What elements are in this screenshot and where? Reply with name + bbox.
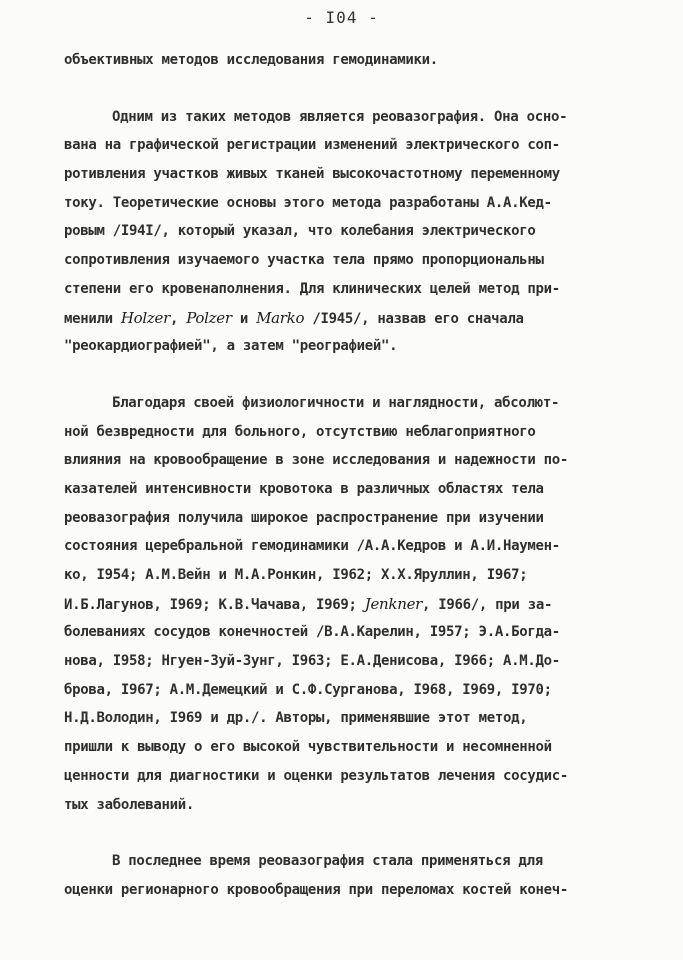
text-line: "реокардиографией", а затем "реографией". <box>64 338 398 355</box>
handwritten-name: Marko <box>256 308 305 327</box>
text-line: оценки регионарного кровообращения при переломах костей конеч- <box>64 881 568 898</box>
handwritten-name: Jenkner <box>364 594 423 613</box>
text-line-with-handwritten-name: И.Б.Лагунов, I969; К.В.Чачава, I969; Jenkner, I966/, при за- <box>64 594 553 613</box>
body-text <box>64 46 624 905</box>
handwritten-name: Polzer <box>186 308 232 327</box>
text-line: Одним из таких методов является реовазография. Она осно- <box>112 108 568 125</box>
text-line: Благодаря своей физиологичности и наглядности, абсолют- <box>112 394 560 411</box>
text-line: ной безвредности для больного, отсутствию неблагоприятного <box>64 423 536 440</box>
text-line: току. Теоретические основы этого метода разработаны А.А.Кед- <box>64 194 552 211</box>
text-line-with-handwritten-names: менили Holzer, Polzer и Marko /I945/, назвав его сначала <box>64 308 524 327</box>
text-line: болеваниях сосудов конечностей /В.А.Карелин, I957; Э.А.Богда- <box>64 624 560 641</box>
text-line: тых заболеваний. <box>64 796 195 813</box>
text-line: ценности для диагностики и оценки результатов лечения сосудис- <box>64 767 568 784</box>
text-line: влияния на кровообращение в зоне исследования и надежности по- <box>64 452 568 469</box>
text-line: казателей интенсивности кровотока в различных областях тела <box>64 480 544 497</box>
text-line: В последнее время реовазография стала применяться для <box>112 853 543 870</box>
text-line: пришли к выводу о его высокой чувствительности и несомненной <box>64 739 552 756</box>
text-line: брова, I967; А.М.Демецкий и С.Ф.Сурганова, I968, I969, I970; <box>64 681 552 698</box>
text-line: объективных методов исследования гемодинамики. <box>64 52 438 68</box>
handwritten-name: Holzer <box>120 308 170 327</box>
text-line: состояния церебральной гемодинамики /А.А.Кедров и А.И.Наумен- <box>64 538 560 555</box>
text-line: нова, I958; Нгуен-Зуй-Зунг, I963; Е.А.Денисова, I966; А.М.До- <box>64 653 560 670</box>
text-line: Н.Д.Володин, I969 и др./. Авторы, применявшие этот метод, <box>64 710 528 727</box>
text-line: вана на графической регистрации изменений электрического соп- <box>64 137 560 154</box>
text-line: ровым /I94I/, который указал, что колебания электрического <box>64 223 536 240</box>
text-line: ротивления участков живых тканей высокочастотному переменному <box>64 166 560 183</box>
text-line: степени его кровенаполнения. Для клинических целей метод при- <box>64 280 560 297</box>
page-number: - I04 - <box>304 8 379 27</box>
text-line: сопротивления изучаемого участка тела прямо пропорциональны <box>64 252 544 269</box>
text-line: реовазография получила широкое распространение при изучении <box>64 509 544 526</box>
text-line: ко, I954; А.М.Вейн и М.А.Ронкин, I962; Х.Х.Яруллин, I967; <box>64 567 528 583</box>
